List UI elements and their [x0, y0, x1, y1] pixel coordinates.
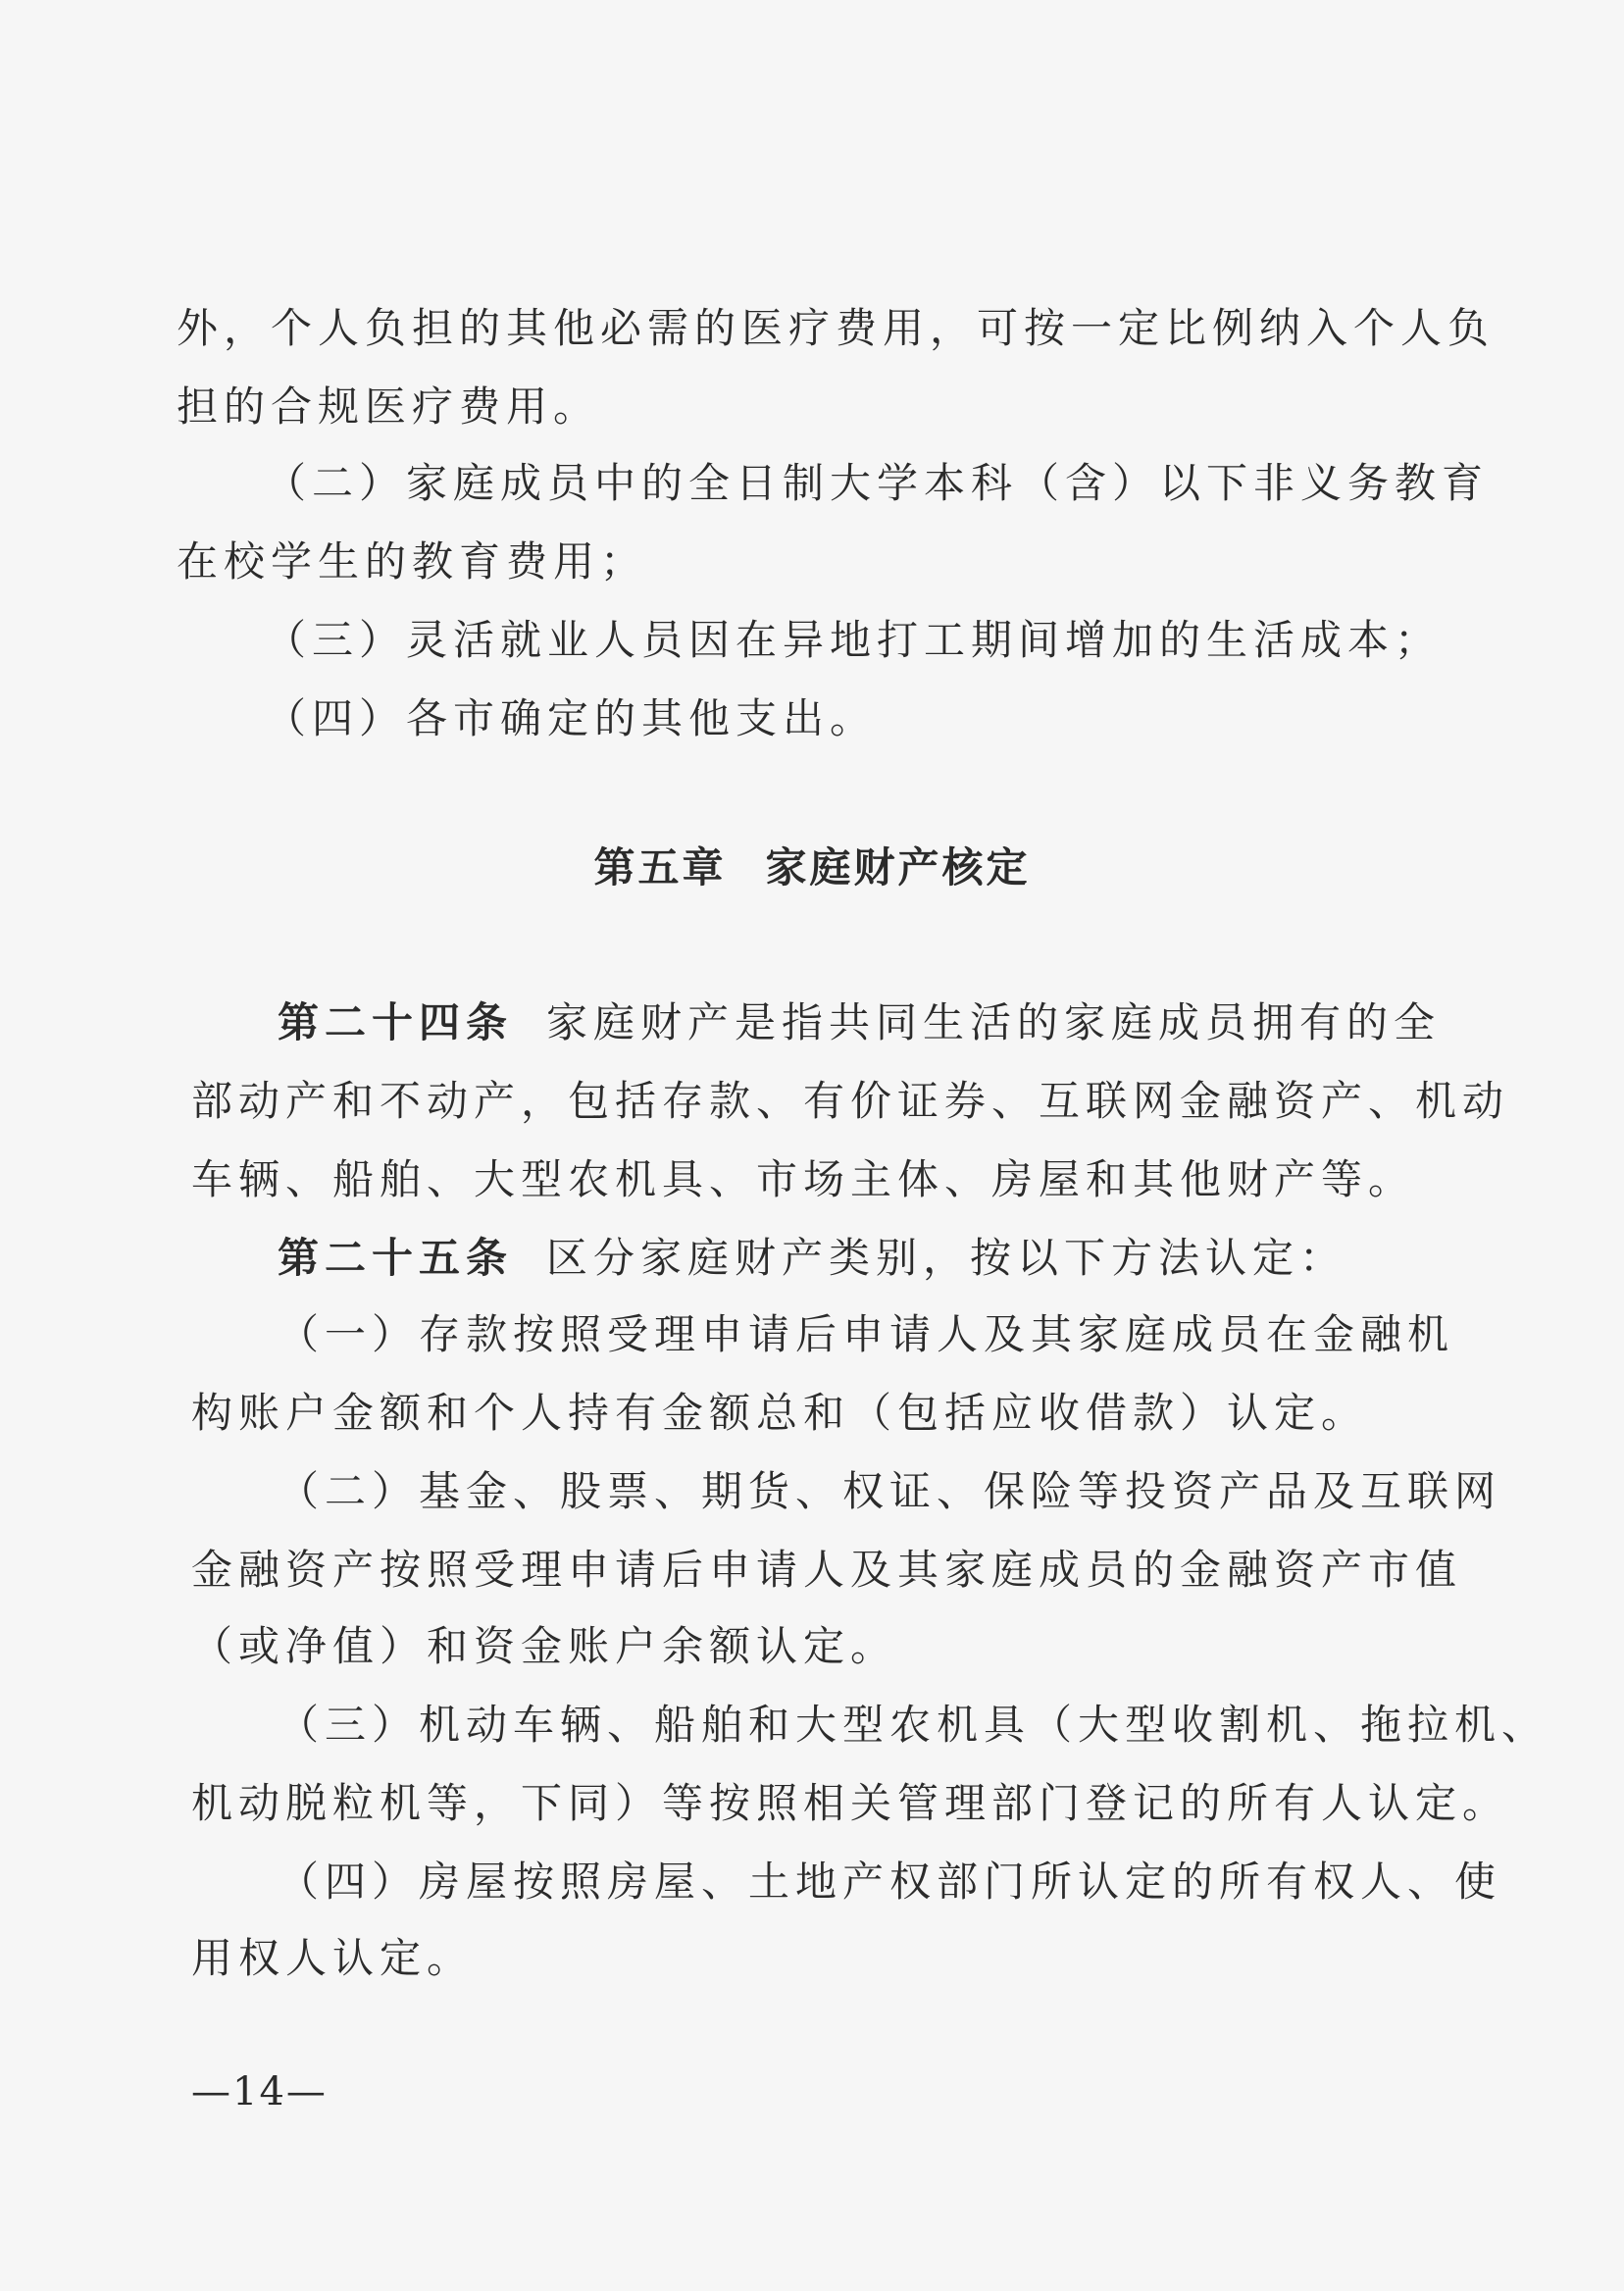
paragraph-line: （或净值）和资金账户余额认定。: [191, 1622, 898, 1670]
paragraph-line: （四）房屋按照房屋、土地产权部门所认定的所有权人、使: [278, 1858, 1502, 1906]
paragraph-line: （三）灵活就业人员因在异地打工期间增加的生活成本；: [265, 616, 1443, 664]
chapter-heading: [0, 839, 1624, 897]
article-text: 家庭财产是指共同生活的家庭成员拥有的全: [546, 998, 1442, 1046]
paragraph-line: 外，个人负担的其他必需的医疗费用，可按一定比例纳入个人负: [177, 304, 1496, 352]
paragraph-line: （二）基金、股票、期货、权证、保险等投资产品及互联网: [278, 1467, 1502, 1515]
article-25-line: [278, 1229, 1346, 1288]
chapter-number: 第五章: [593, 843, 727, 891]
chapter-title: 家庭财产核定: [765, 843, 1031, 891]
article-text: 区分家庭财产类别，按以下方法认定：: [546, 1234, 1347, 1282]
paragraph-line: 在校学生的教育费用；: [177, 537, 648, 585]
paragraph-line: （一）存款按照受理申请后申请人及其家庭成员在金融机: [278, 1310, 1455, 1358]
article-label: 第二十四条: [278, 998, 514, 1046]
paragraph-line: （四）各市确定的其他支出。: [265, 694, 878, 742]
paragraph-line: （三）机动车辆、船舶和大型农机具（大型收割机、拖拉机、: [278, 1701, 1549, 1749]
paragraph-line: 机动脱粒机等，下同）等按照相关管理部门登记的所有人认定。: [191, 1779, 1510, 1827]
paragraph-line: 金融资产按照受理申请后申请人及其家庭成员的金融资产市值: [191, 1546, 1463, 1594]
article-24-line: [278, 993, 1441, 1052]
paragraph-line: 部动产和不动产，包括存款、有价证券、互联网金融资产、机动: [191, 1077, 1510, 1125]
paragraph-line: 构账户金额和个人持有金额总和（包括应收借款）认定。: [191, 1389, 1369, 1437]
paragraph-line: 担的合规医疗费用。: [177, 382, 601, 431]
paragraph-line: 用权人认定。: [191, 1934, 475, 1982]
paragraph-line: 车辆、船舶、大型农机具、市场主体、房屋和其他财产等。: [191, 1155, 1416, 1203]
page-number: —14—: [191, 2069, 328, 2114]
paragraph-line: （二）家庭成员中的全日制大学本科（含）以下非义务教育: [265, 459, 1490, 507]
article-label: 第二十五条: [278, 1234, 514, 1282]
